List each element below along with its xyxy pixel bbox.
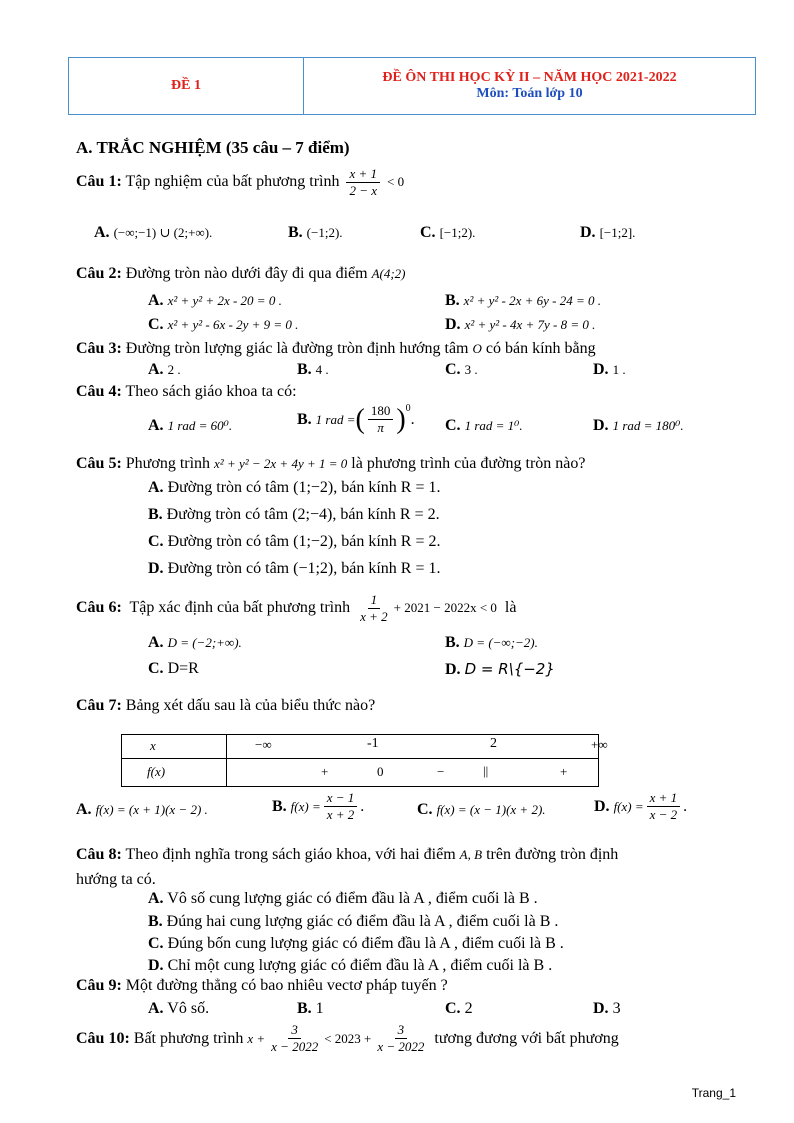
sign-table-fx-row: + 0 − || + (227, 759, 599, 787)
q5-option-b: B. Đường tròn có tâm (2;−4), bán kính R = 2. (148, 506, 440, 523)
exam-header (68, 57, 756, 115)
q1-option-a: A. (−∞;−1) ∪ (2;+∞). (94, 224, 213, 241)
q8-option-a: A. Vô số cung lượng giác có điểm đầu là A , điểm cuối là B . (148, 890, 538, 907)
q9-option-b: B. 1 (297, 1000, 324, 1017)
q8-option-d: D. Chỉ một cung lượng giác có điểm đầu là A , điểm cuối là B . (148, 957, 553, 974)
question-1: Câu 1: Tập nghiệm của bất phương trình $\frac{x + 1}{2 - x}$ < 0 (76, 166, 405, 198)
question-5: Câu 5: Phương trình x² + y² − 2x + 4y + 1 = 0 là phương trình của đường tròn nào? (76, 455, 586, 472)
exam-title: ĐỀ ÔN THI HỌC KỲ II – NĂM HỌC 2021-2022 (382, 70, 677, 85)
q4-option-d: D. 1 rad = 180⁰. (593, 417, 684, 434)
q9-option-c: C. 2 (445, 1000, 473, 1017)
question-10: Câu 10: Bất phương trình x + $\frac{3}{x - 2022}$ < 2023 + $\frac{3}{x - 2022}$ tương đương với bất phương (76, 1022, 619, 1054)
q2-option-a: A. x² + y² + 2x - 20 = 0 . (148, 292, 282, 309)
q1-fraction: $\frac{x + 1}{2 - x}$ (346, 166, 380, 199)
q8-option-b: B. Đúng hai cung lượng giác có điểm đầu là A , điểm cuối là B . (148, 913, 559, 930)
q8-text-continued: hướng ta có. (76, 871, 156, 888)
q7-option-a: A. f(x) = (x + 1)(x − 2) . (76, 801, 208, 818)
q2-option-b: B. x² + y² - 2x + 6y - 24 = 0 . (445, 292, 602, 309)
q3-option-b: B. 4 . (297, 361, 329, 378)
sign-table-fx-head: f(x) (122, 759, 227, 787)
q4-option-c: C. 1 rad = 1⁰. (445, 417, 523, 434)
question-7: Câu 7: Bảng xét dấu sau là của biểu thức nào? (76, 697, 376, 714)
question-2: Câu 2: Đường tròn nào dưới đây đi qua điểm A(4;2) (76, 265, 406, 282)
question-6: Câu 6: Tập xác định của bất phương trình $\frac{1}{x + 2}$ + 2021 − 2022x < 0 là (76, 592, 517, 624)
q6-option-c: C. D=R (148, 660, 199, 677)
q3-option-a: A. 2 . (148, 361, 181, 378)
q9-option-d: D. 3 (593, 1000, 621, 1017)
q4-option-a: A. 1 rad = 60⁰. (148, 417, 233, 434)
section-title: A. TRẮC NGHIỆM (35 câu – 7 điểm) (76, 138, 350, 157)
sign-table-x-row: −∞ -1 2 +∞ (227, 735, 599, 759)
question-4: Câu 4: Theo sách giáo khoa ta có: (76, 383, 297, 400)
q6-option-b: B. D = (−∞;−2). (445, 634, 538, 651)
question-3: Câu 3: Đường tròn lượng giác là đường tròn định hướng tâm O có bán kính bằng (76, 340, 596, 357)
page-number: Trang_1 (691, 1086, 736, 1100)
q7-option-b: B. f(x) = $\frac{x - 1}{x + 2}$ . (272, 790, 365, 822)
q5-option-c: C. Đường tròn có tâm (1;−2), bán kính R = 2. (148, 533, 441, 550)
q1-text: Tập nghiệm của bất phương trình (125, 173, 340, 191)
q3-option-c: C. 3 . (445, 361, 478, 378)
q4-option-b: B. 1 rad = ( $\frac{180}{\pi}$ ) $^0$ . (297, 403, 415, 435)
q6-option-d: D. D = R\{−2} (445, 660, 555, 678)
q6-option-a: A. D = (−2;+∞). (148, 634, 242, 651)
q5-option-d: D. Đường tròn có tâm (−1;2), bán kính R = 1. (148, 560, 441, 577)
q3-option-d: D. 1 . (593, 361, 626, 378)
question-8: Câu 8: Theo định nghĩa trong sách giáo khoa, với hai điểm A, B trên đường tròn định (76, 846, 619, 863)
q8-option-c: C. Đúng bốn cung lượng giác có điểm đầu là A , điểm cuối là B . (148, 935, 564, 952)
q5-option-a: A. Đường tròn có tâm (1;−2), bán kính R = 1. (148, 479, 441, 496)
q9-option-a: A. Vô số. (148, 1000, 210, 1017)
sign-table-x-head: x (122, 735, 227, 759)
q2-option-c: C. x² + y² - 6x - 2y + 9 = 0 . (148, 316, 299, 333)
q7-option-d: D. f(x) = $\frac{x + 1}{x - 2}$ . (594, 790, 688, 822)
exam-code: ĐỀ 1 (69, 58, 304, 114)
q1-option-c: C. [−1;2). (420, 224, 476, 241)
q7-option-c: C. f(x) = (x − 1)(x + 2). (417, 801, 546, 818)
sign-table (121, 734, 608, 787)
q1-option-d: D. [−1;2]. (580, 224, 636, 241)
exam-title-block (304, 58, 755, 114)
q1-label: Câu 1: (76, 173, 122, 191)
q2-option-d: D. x² + y² - 4x + 7y - 8 = 0 . (445, 316, 596, 333)
q1-option-b: B. (−1;2). (288, 224, 343, 241)
exam-subject: Môn: Toán lớp 10 (476, 86, 583, 101)
question-9: Câu 9: Một đường thẳng có bao nhiêu vectơ pháp tuyến ? (76, 977, 448, 994)
